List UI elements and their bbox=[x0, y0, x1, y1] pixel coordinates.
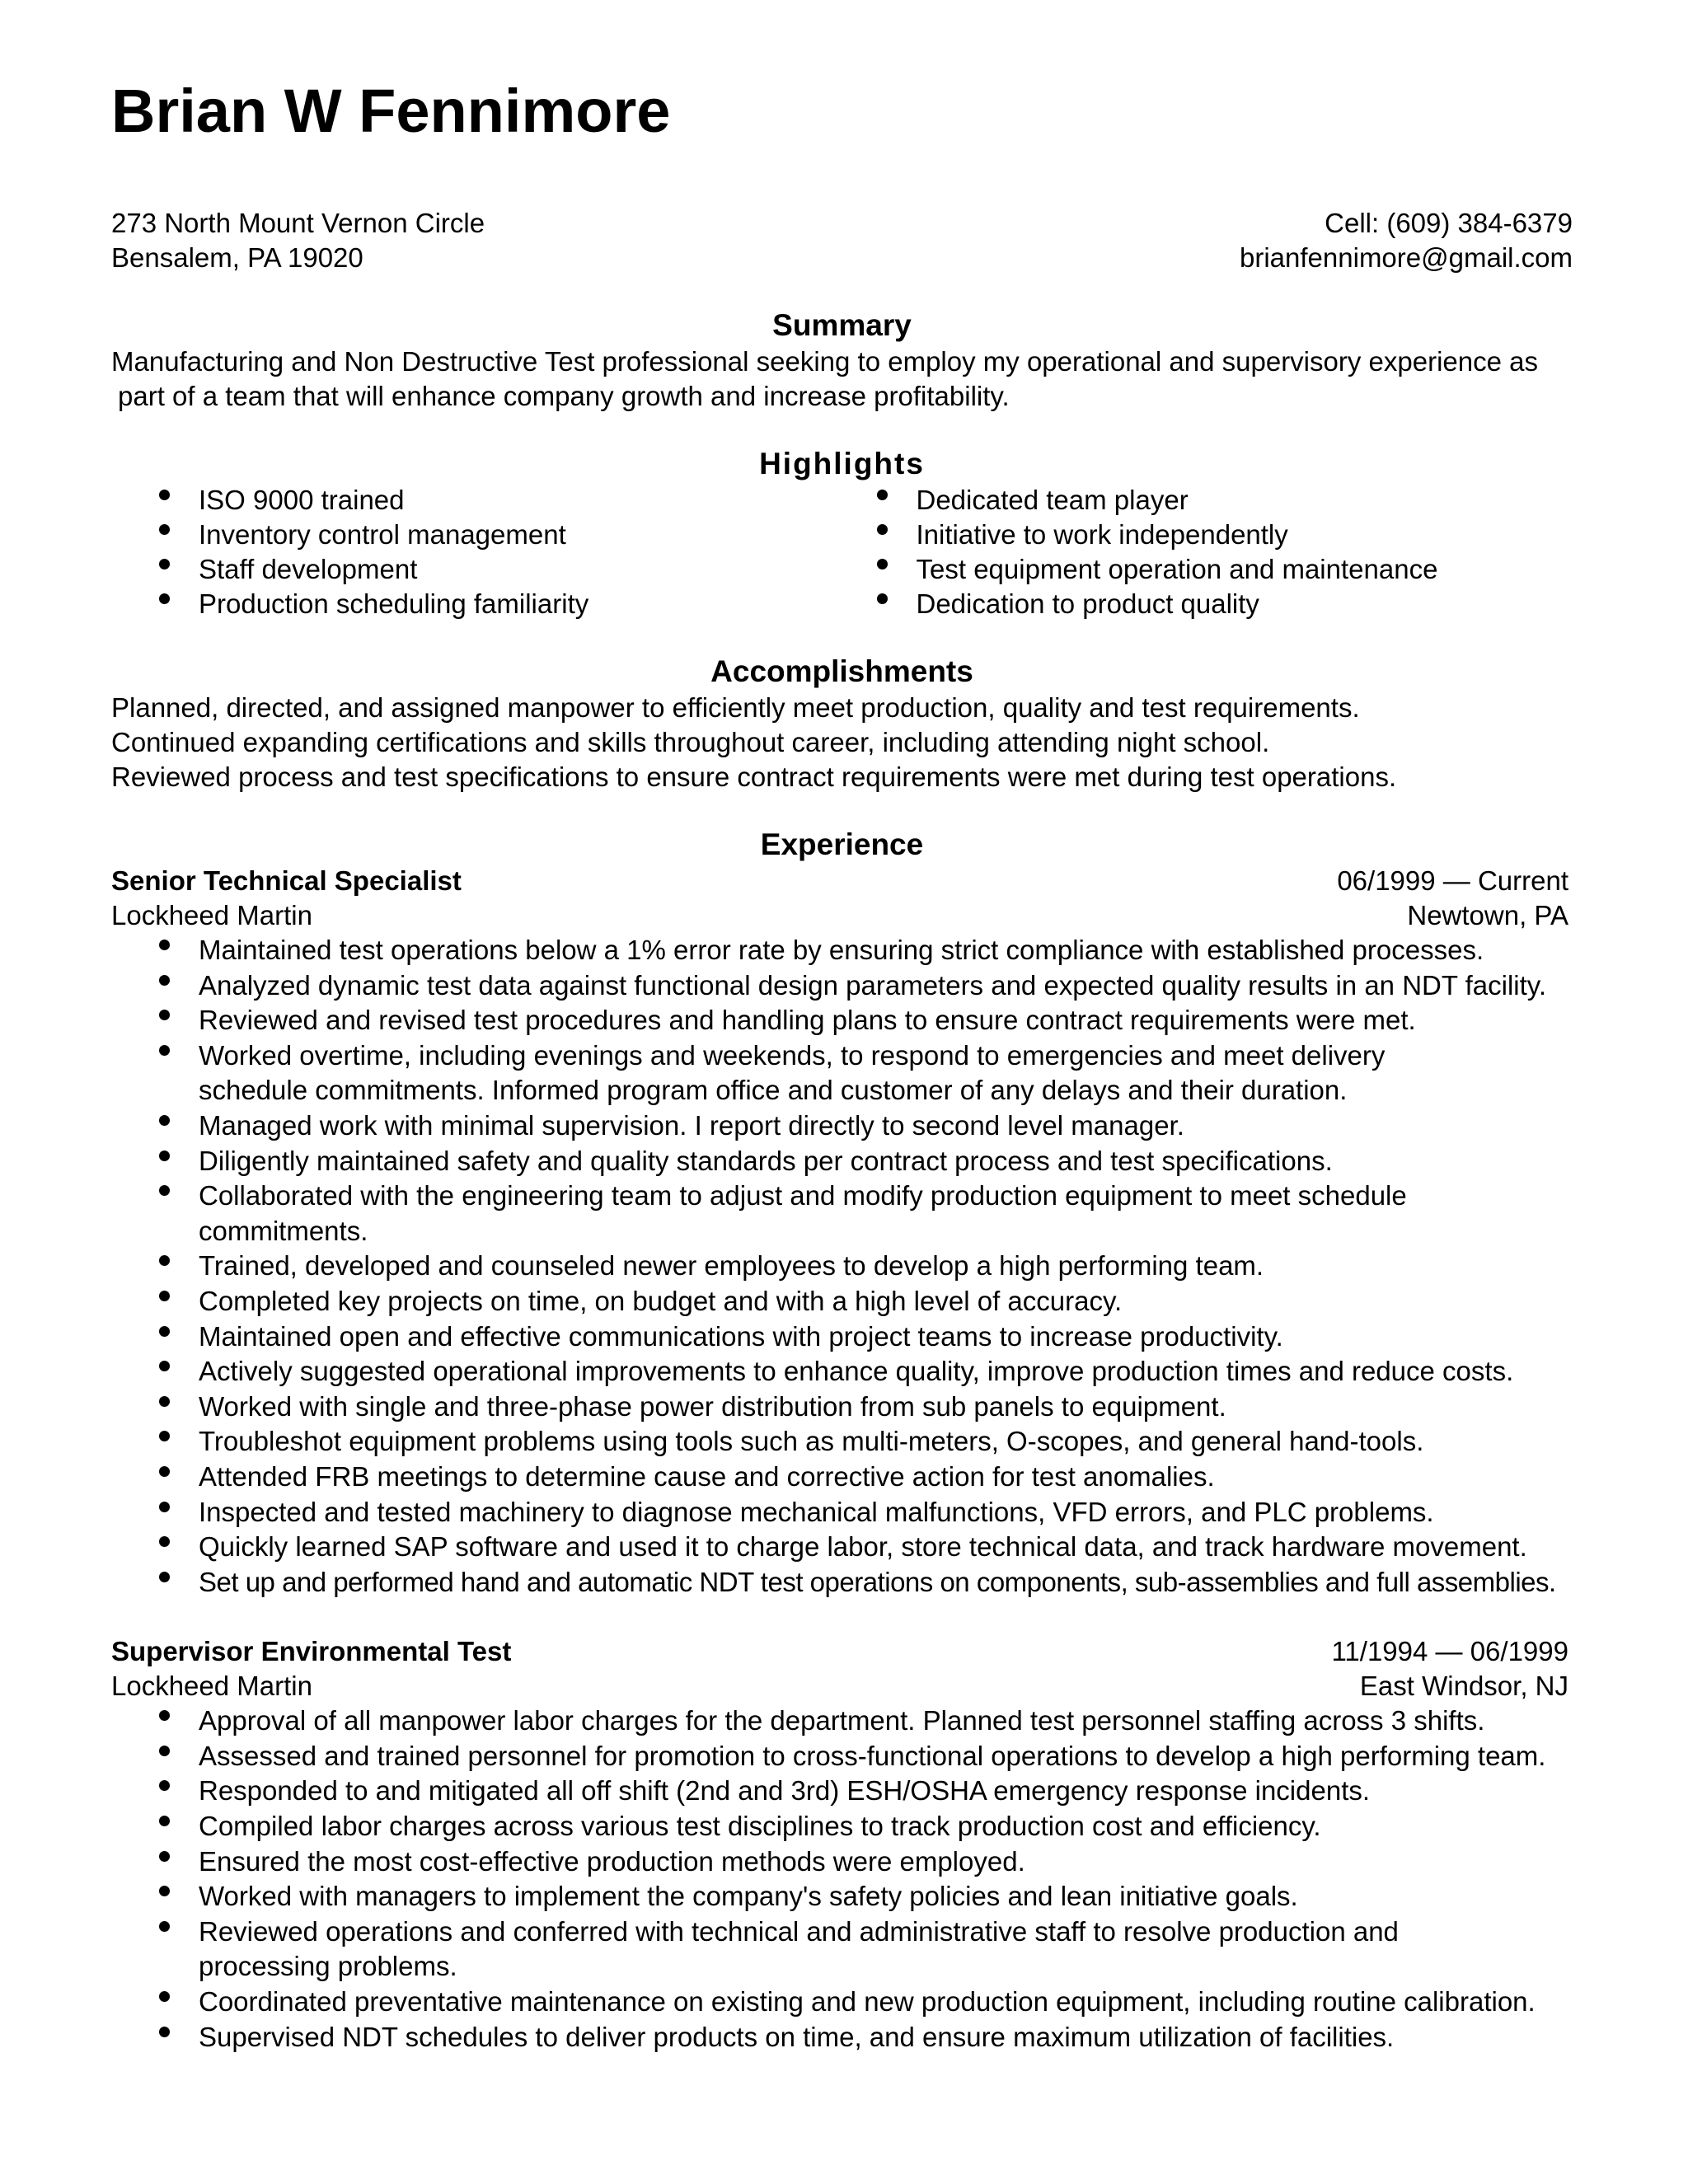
list-item: Troubleshot equipment problems using tools such as multi-meters, O-scopes, and general hand-tools. bbox=[111, 1424, 1573, 1460]
list-item: Responded to and mitigated all off shift (2nd and 3rd) ESH/OSHA emergency response incidents. bbox=[111, 1774, 1573, 1809]
summary-text bbox=[111, 344, 1573, 414]
job-entry-2 bbox=[111, 1634, 1573, 2055]
list-item: Worked with single and three-phase power distribution from sub panels to equipment. bbox=[111, 1390, 1573, 1425]
job-dates: 06/1999 — Current bbox=[1337, 865, 1568, 896]
list-item: Actively suggested operational improvements to enhance quality, improve production times and reduce costs. bbox=[111, 1354, 1573, 1390]
job-header bbox=[111, 864, 1573, 898]
highlights-left-column bbox=[111, 483, 842, 621]
job-title: Senior Technical Specialist bbox=[111, 865, 462, 896]
list-item: Completed key projects on time, on budget and with a high level of accuracy. bbox=[111, 1284, 1573, 1319]
list-item: Dedication to product quality bbox=[842, 587, 1573, 621]
address-line-2: Bensalem, PA 19020 bbox=[111, 242, 363, 273]
job-header bbox=[111, 1634, 1573, 1669]
accomplishment-line: Reviewed process and test specifications to ensure contract requirements were met during test operations. bbox=[111, 762, 1397, 792]
list-item: Quickly learned SAP software and used it to charge labor, store technical data, and track hardware movement. bbox=[111, 1530, 1573, 1565]
list-item: Collaborated with the engineering team to adjust and modify production equipment to meet schedule commitments. bbox=[111, 1179, 1573, 1249]
job-title: Supervisor Environmental Test bbox=[111, 1636, 512, 1667]
list-item: Maintained open and effective communications with project teams to increase productivity. bbox=[111, 1319, 1573, 1355]
list-item: Initiative to work independently bbox=[842, 518, 1573, 552]
list-item: Set up and performed hand and automatic NDT test operations on components, sub-assemblies and full assemblies. bbox=[111, 1565, 1573, 1601]
list-item: Reviewed and revised test procedures and handling plans to ensure contract requirements were met. bbox=[111, 1003, 1573, 1038]
list-item: Trained, developed and counseled newer employees to develop a high performing team. bbox=[111, 1249, 1573, 1284]
job-duties bbox=[111, 1704, 1573, 2055]
address bbox=[111, 206, 485, 275]
highlights-heading: Highlights bbox=[759, 447, 925, 480]
list-item: Managed work with minimal supervision. I report directly to second level manager. bbox=[111, 1108, 1573, 1144]
phone-number: Cell: (609) 384-6379 bbox=[1325, 208, 1573, 238]
list-item: Inspected and tested machinery to diagnose mechanical malfunctions, VFD errors, and PLC problems. bbox=[111, 1495, 1573, 1530]
list-item: Reviewed operations and conferred with technical and administrative staff to resolve production and processing problems. bbox=[111, 1915, 1573, 1985]
candidate-name: Brian W Fennimore bbox=[111, 77, 671, 145]
accomplishment-line: Planned, directed, and assigned manpower to efficiently meet production, quality and test requirements. bbox=[111, 692, 1360, 723]
contact-block bbox=[111, 206, 1573, 275]
list-item: Worked with managers to implement the company's safety policies and lean initiative goals. bbox=[111, 1879, 1573, 1915]
accomplishments-text bbox=[111, 691, 1573, 794]
job-location: Newtown, PA bbox=[1407, 900, 1568, 930]
list-item: Inventory control management bbox=[111, 518, 842, 552]
contact-info bbox=[1240, 206, 1573, 275]
job-subheader bbox=[111, 1669, 1573, 1704]
list-item: Worked overtime, including evenings and weekends, to respond to emergencies and meet delivery schedule commitments. Informed program office and customer of any delays and their duration. bbox=[111, 1038, 1573, 1108]
list-item: Ensured the most cost-effective production methods were employed. bbox=[111, 1844, 1573, 1880]
experience-heading: Experience bbox=[760, 827, 924, 861]
accomplishments-heading: Accomplishments bbox=[710, 654, 973, 688]
job-company: Lockheed Martin bbox=[111, 1671, 312, 1702]
job-duties bbox=[111, 933, 1573, 1600]
list-item: Dedicated team player bbox=[842, 483, 1573, 518]
list-item: Assessed and trained personnel for promotion to cross-functional operations to develop a high performing team. bbox=[111, 1739, 1573, 1774]
summary-line-1: Manufacturing and Non Destructive Test professional seeking to employ my operational and supervisory experience as bbox=[111, 346, 1538, 377]
summary-line-2: part of a team that will enhance company growth and increase profitability. bbox=[118, 381, 1010, 411]
list-item: Approval of all manpower labor charges for the department. Planned test personnel staffing across 3 shifts. bbox=[111, 1704, 1573, 1739]
summary-heading: Summary bbox=[772, 308, 912, 342]
list-item: Attended FRB meetings to determine cause and corrective action for test anomalies. bbox=[111, 1460, 1573, 1495]
list-item: Supervised NDT schedules to deliver products on time, and ensure maximum utilization of facilities. bbox=[111, 2020, 1573, 2055]
list-item: Maintained test operations below a 1% error rate by ensuring strict compliance with established processes. bbox=[111, 933, 1573, 968]
highlights-list bbox=[111, 483, 1573, 621]
job-location: East Windsor, NJ bbox=[1359, 1671, 1568, 1702]
email-address: brianfennimore@gmail.com bbox=[1240, 242, 1573, 273]
job-subheader bbox=[111, 898, 1573, 933]
accomplishment-line: Continued expanding certifications and skills throughout career, including attending night school. bbox=[111, 727, 1270, 757]
job-dates: 11/1994 — 06/1999 bbox=[1331, 1636, 1568, 1667]
list-item: Production scheduling familiarity bbox=[111, 587, 842, 621]
list-item: Analyzed dynamic test data against functional design parameters and expected quality results in an NDT facility. bbox=[111, 968, 1573, 1004]
job-company: Lockheed Martin bbox=[111, 900, 312, 930]
address-line-1: 273 North Mount Vernon Circle bbox=[111, 208, 485, 238]
highlights-right-column bbox=[842, 483, 1573, 621]
list-item: Compiled labor charges across various test disciplines to track production cost and efficiency. bbox=[111, 1809, 1573, 1844]
list-item: Diligently maintained safety and quality standards per contract process and test specifications. bbox=[111, 1144, 1573, 1179]
list-item: Coordinated preventative maintenance on existing and new production equipment, including routine calibration. bbox=[111, 1985, 1573, 2020]
list-item: ISO 9000 trained bbox=[111, 483, 842, 518]
list-item: Staff development bbox=[111, 552, 842, 587]
list-item: Test equipment operation and maintenance bbox=[842, 552, 1573, 587]
job-entry-1 bbox=[111, 864, 1573, 1600]
